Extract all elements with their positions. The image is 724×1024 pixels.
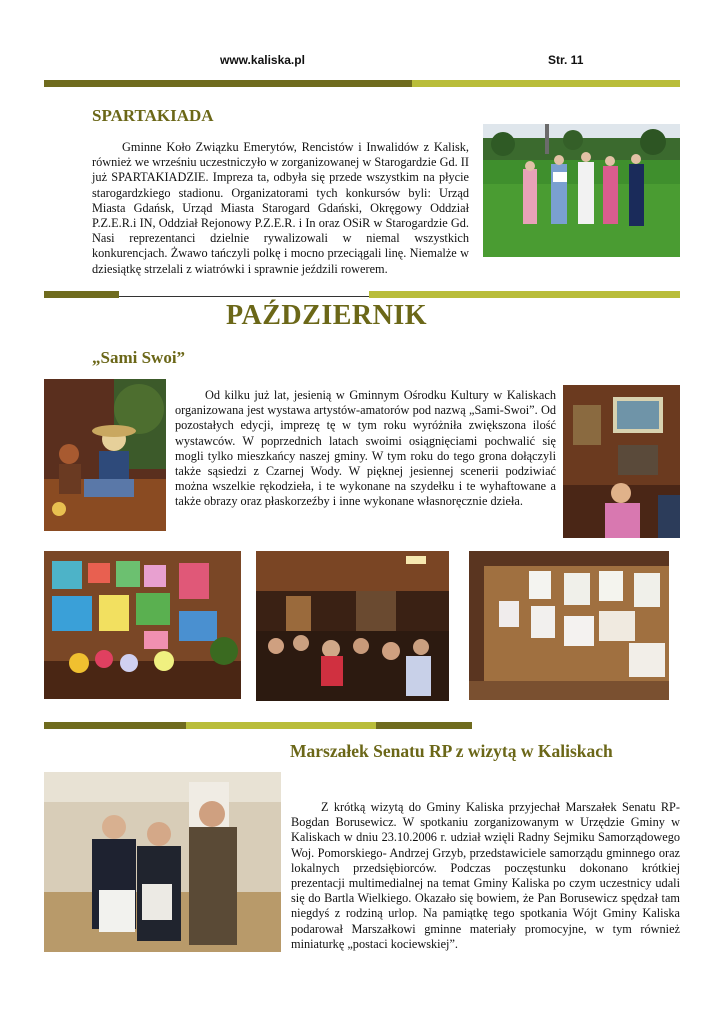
marszalek-title: Marszałek Senatu RP z wizytą w Kaliskach (290, 741, 613, 761)
site-url: www.kaliska.pl (220, 53, 305, 67)
marszalek-visit-photo (44, 772, 281, 952)
header-rule-dark (44, 80, 412, 87)
marszalek-text: Z krótką wizytą do Gminy Kaliska przyjechał Marszałek Senatu RP- Bogdan Borusewicz. W spotkaniu zorganizowanym w Urzędzie Gminy w Kaliskach w dniu 23.10.2006 r. udział wzięli Radny Sejmiku Samorządowego Woj. Pomorskiego- Andrzej Grzyb, przedstawiciele samorządu gminnego oraz lokalnych przedsiębiorców. Podczas poczęstunku dokonano krótkiej prezentacji multimedialnej na temat Gminy Kaliska po czym uczestnicy udali się do Bartla Wielkiego. Okazało się bowiem, że Pan Borusewicz spędzał tam niegdyś z rodziną urlop. Na pamiątkę tego spotkania Wójt Gminy Kaliska podarował Marszałkowi gminne materiały promocyjne, w tym również miniaturkę „postaci kociewskiej”. (291, 800, 680, 951)
marszalek-rule-dark-2 (376, 722, 472, 729)
marszalek-rule-light (186, 722, 376, 729)
sami-swoi-paintings-photo (563, 385, 680, 538)
spartakiada-text: Gminne Koło Związku Emerytów, Rencistów i Inwalidów z Kalisk, również we wrześniu uczestniczyło w zorganizowanej w Starogardzie Gd. II już SPARTAKIADZIE. Impreza ta, odbyła się przede wszystkim na płycie starogardzkiego stadionu. Organizatorami tych konkursów byli: Urząd Miasta Gdańsk, Urząd Miasta Starogard Gdański, Okręgowy Oddział P.Z.E.R.i IN, Oddział Rejonowy P.Z.E.R. i In oraz OSiR w Starogardzie Gd. Nasi reprezentanci dzielnie rywalizowali w niemal wszystkich konkurencjach. Żwawo tańczyli polkę i mocno przeciągali linę. Niemalże w dziesiątkę strzelali z wiatrówki i sprawnie jeździli rowerem. (92, 140, 469, 276)
section-rule-light (369, 291, 680, 298)
header-rule-light (412, 80, 680, 87)
exhibition-embroidery-photo (469, 551, 669, 700)
exhibition-crowd-photo (256, 551, 449, 701)
pazdziernik-title: PAŹDZIERNIK (226, 300, 428, 331)
sami-swoi-text: Od kilku już lat, jesienią w Gminnym Ośrodku Kultury w Kaliskach organizowana jest wystawa artystów-amatorów pod nazwą „Sami-Swoi”. Od pozostałych edycji, imprezę tę w tym roku wyróżniła zwiększona ilość wystawców. W poprzednich latach swoimi osiągnięciami pochwalić się mogli tylko mieszkańcy naszej gminy. W tym roku do tego grona dołączyli także sąsiedzi z Czarnej Wody. W pięknej jesiennej scenerii podziwiać można wszelkie rękodzieła, i te wykonane na szydełku i te wyhaftowane a także obrazy oraz płaskorzeźby i inne wykonane własnoręcznie dzieła. (175, 388, 556, 509)
exhibition-wall-photo (44, 551, 241, 699)
page-number: Str. 11 (548, 53, 584, 67)
sami-swoi-title: „Sami Swoi” (92, 348, 186, 367)
marszalek-rule-dark (44, 722, 186, 729)
spartakiada-photo (483, 124, 680, 257)
sami-swoi-scarecrow-photo (44, 379, 166, 531)
section-rule-dark (44, 291, 119, 298)
section-rule-thin (119, 296, 369, 297)
spartakiada-title: SPARTAKIADA (92, 106, 214, 125)
